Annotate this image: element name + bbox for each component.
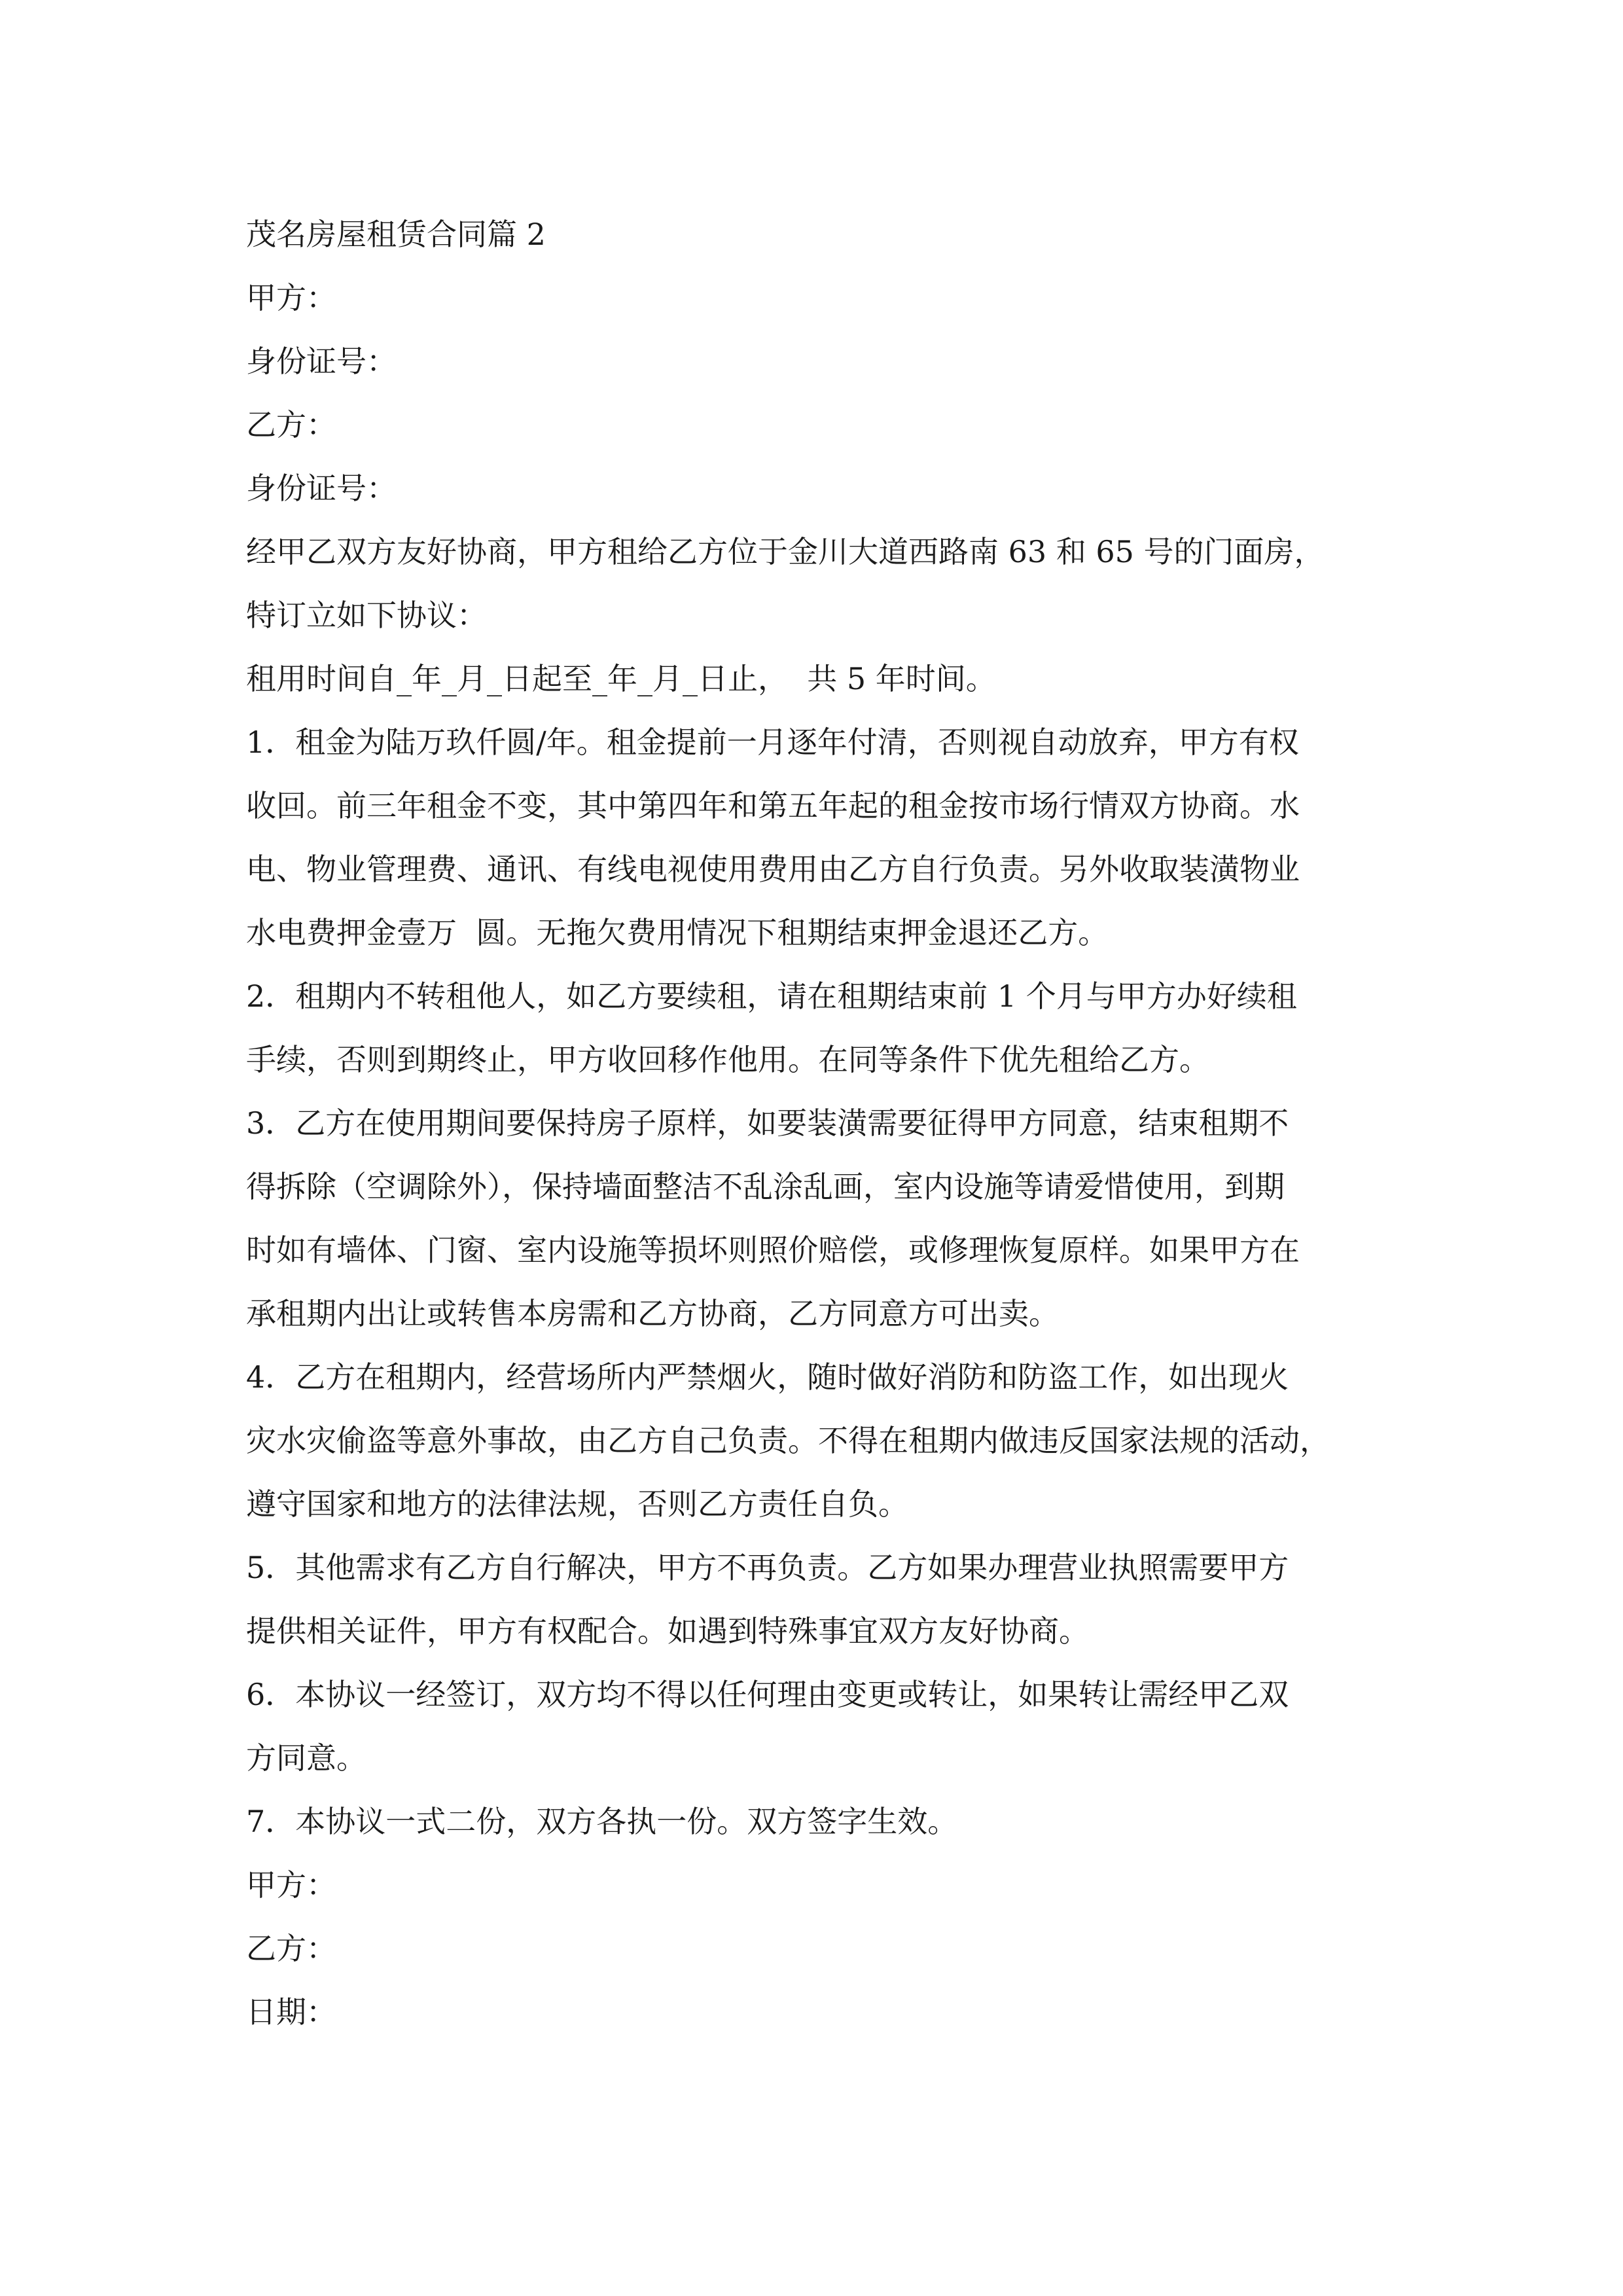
clause-1-line: 水电费押金壹万 圆。无拖欠费用情况下租期结束押金退还乙方。 — [246, 915, 1109, 950]
party-b-id-label: 身份证号： — [246, 471, 397, 506]
party-a-label: 甲方： — [246, 280, 336, 315]
clause-7-line: 7．本协议一式二份，双方各执一份。双方签字生效。 — [246, 1804, 958, 1839]
clause-4-line: 4．乙方在租期内，经营场所内严禁烟火，随时做好消防和防盗工作，如出现火 — [246, 1359, 1289, 1395]
intro-line: 经甲乙双方友好协商，甲方租给乙方位于金川大道西路南 63 和 65 号的门面房， — [246, 534, 1325, 569]
document-title: 茂名房屋租赁合同篇 2 — [246, 217, 546, 252]
signature-party-b-label: 乙方： — [246, 1931, 336, 1966]
signature-date-label: 日期： — [246, 1994, 336, 2030]
clause-1-line: 收回。前三年租金不变，其中第四年和第五年起的租金按市场行情双方协商。水 — [246, 788, 1300, 823]
clause-6-line: 6．本协议一经签订，双方均不得以任何理由变更或转让，如果转让需经甲乙双 — [246, 1677, 1289, 1712]
clause-1-line: 1．租金为陆万玖仟圆/年。租金提前一月逐年付清，否则视自动放弃，甲方有权 — [246, 725, 1299, 760]
party-b-label: 乙方： — [246, 407, 336, 442]
clause-1-line: 电、物业管理费、通讯、有线电视使用费用由乙方自行负责。另外收取装潢物业 — [246, 852, 1300, 887]
intro-line: 特订立如下协议： — [246, 598, 487, 633]
clause-3-line: 时如有墙体、门窗、室内设施等损坏则照价赔偿，或修理恢复原样。如果甲方在 — [246, 1232, 1300, 1268]
signature-party-a-label: 甲方： — [246, 1867, 336, 1903]
party-a-id-label: 身份证号： — [246, 344, 397, 379]
clause-4-line: 灾水灾偷盗等意外事故，由乙方自己负责。不得在租期内做违反国家法规的活动， — [246, 1423, 1330, 1458]
term-line: 租用时间自_年_月_日起至_年_月_日止， 共 5 年时间。 — [246, 661, 996, 696]
clause-5-line: 提供相关证件，甲方有权配合。如遇到特殊事宜双方友好协商。 — [246, 1613, 1089, 1649]
clause-3-line: 承租期内出让或转售本房需和乙方协商，乙方同意方可出卖。 — [246, 1296, 1059, 1331]
clause-5-line: 5．其他需求有乙方自行解决，甲方不再负责。乙方如果办理营业执照需要甲方 — [246, 1550, 1289, 1585]
clause-3-line: 3．乙方在使用期间要保持房子原样，如要装潢需要征得甲方同意，结束租期不 — [246, 1105, 1289, 1141]
clause-2-line: 手续，否则到期终止，甲方收回移作他用。在同等条件下优先租给乙方。 — [246, 1042, 1209, 1077]
clause-6-line: 方同意。 — [246, 1740, 366, 1776]
clause-3-line: 得拆除（空调除外），保持墙面整洁不乱涂乱画，室内设施等请爱惜使用，到期 — [246, 1169, 1285, 1204]
clause-2-line: 2．租期内不转租他人，如乙方要续租，请在租期结束前 1 个月与甲方办好续租 — [246, 978, 1297, 1014]
clause-4-line: 遵守国家和地方的法律法规，否则乙方责任自负。 — [246, 1486, 908, 1522]
document-body — [246, 203, 1385, 2044]
